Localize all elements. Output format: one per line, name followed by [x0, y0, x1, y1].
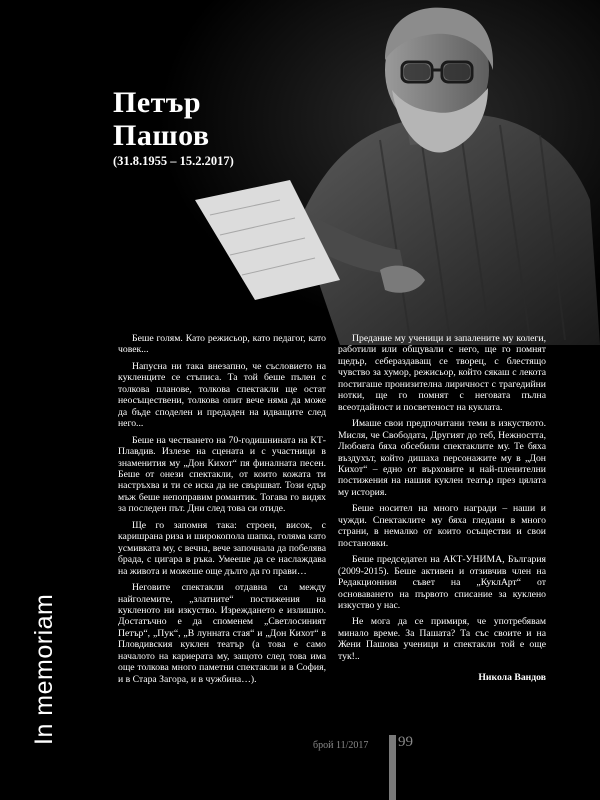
page-title: [113, 86, 210, 152]
article-column-2: [338, 333, 546, 684]
author-signature: Никола Вандов: [478, 672, 546, 684]
page-marker-bar: [389, 735, 396, 800]
title-first-name: Петър: [113, 86, 202, 119]
title-last-name: Пашов: [113, 119, 210, 152]
page-number: 99: [398, 734, 413, 750]
paragraph: Не мога да се примиря, че употребявам минало време. За Пашата? Та със своите и на Жени Пашова ученици и спектакли той е още тук!..: [338, 616, 546, 662]
paragraph: Беше председател на АКТ-УНИМА, България (2009-2015). Беше активен и отзивчив член на Редакционния съвет на „КуклАрт“ от основаването на първото списание за куклено изкуство у нас.: [338, 554, 546, 611]
paragraph: Беше на честването на 70-годишнината на КТ-Плавдив. Излезе на сцената и с участници в знаменития му „Дон Кихот“ пя финалната песен. Беше от онези спектакли, от които кожата ти настръхва и ти се иска да не свършват. Този едър мъж беше непоправим романтик. Тогава го видях за последен път. Дни след това си отиде.: [118, 434, 326, 515]
section-label: In memoriam: [30, 593, 58, 745]
paragraph: Беше носител на много награди – наши и чужди. Спектаклите му бяха гледани в много страни, в немалко от които осъществи и свои постановки.: [338, 503, 546, 549]
paragraph: Предание му ученици и запалените му колеги, работили или общували с него, ще го помнят щедър, себераздаващ се творец, с блестящо чувство за хумор, режисьор, който сякаш с лекота постигаше пронизителна лиричност с трагедийни нотки, ще го помнят с неговата пълна всеотдайност и посветеност на куклата.: [338, 333, 546, 413]
paragraph: Беше голям. Като режисьор, като педагог, като човек...: [118, 333, 326, 356]
paragraph: Напусна ни така внезапно, че съсловието на кукленците се стъписа. Та той беше пълен с толкова планове, толкова спектакли ще остат неосъществени, толкова опит вече няма да може да бъде споделен и предаден на идващите след него...: [118, 360, 326, 430]
paragraph: Имаше свои предпочитани теми в изкуството. Мисля, че Свободата, Другият до теб, Нежността, Любовта бяха обсебили спектаклите му. Те бяха въздухът, който дишаха персонажите му в „Дон Кихот“ – едно от върховите и най-пленителни постижения на нашия куклен театър през цялата му история.: [338, 418, 546, 498]
issue-label: брой 11/2017: [313, 740, 369, 751]
portrait-photo: [150, 0, 600, 345]
paragraph: Ще го запомня така: строен, висок, с каришрана риза и широкопола шапка, голяма като усмивката му, с вечна, вече започнала да побелява брада, с цигара в ръка. Умееше да се наслаждава на живота и можеше още дълго да го прави…: [118, 519, 326, 577]
life-dates: (31.8.1955 – 15.2.2017): [113, 154, 234, 168]
paragraph: Неговите спектакли отдавна са между найголемите, „златните“ постижения на кукленото ни изкуство. Изреждането е излишно. Достатъчно е да споменем „Светлосиният Петър“, „Пук“, „В лунната стая“ и „Дон Кихот“ в Пловдивския куклен театър (а това е само началото на кариерата му, защото след това има още толкова много паметни спектакли и в София, и в Стара Загора, и в чужбина…).: [118, 582, 326, 685]
article-column-1: [118, 333, 326, 690]
